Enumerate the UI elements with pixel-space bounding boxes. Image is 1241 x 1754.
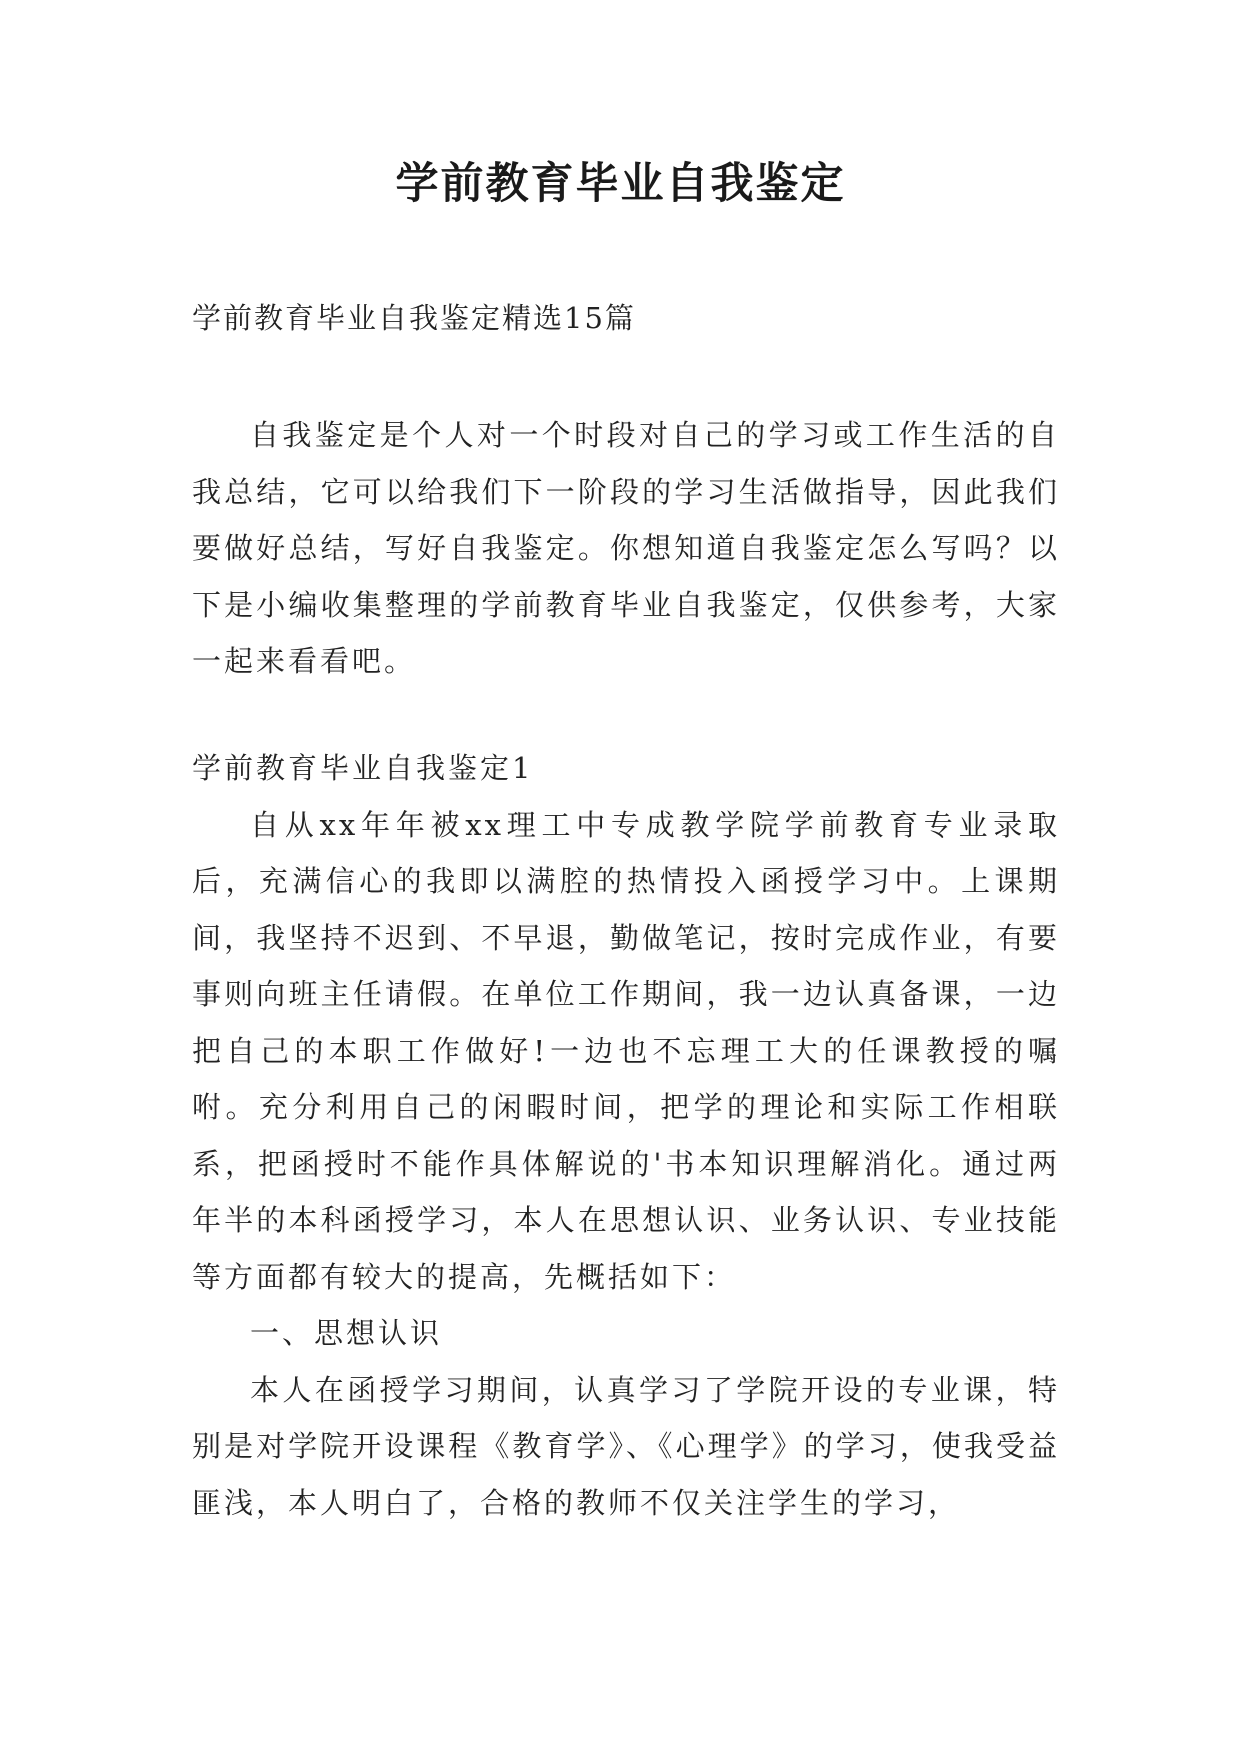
document-title: 学前教育毕业自我鉴定 [395,159,846,209]
intro-section [192,407,1060,690]
section-1 [192,740,1060,1531]
section-1-paragraph-1: 自从xx年年被xx理工中专成教学院学前教育专业录取后，充满信心的我即以满腔的热情投入函授学习中。上课期间，我坚持不迟到、不早退，勤做笔记，按时完成作业，有要事则向班主任请假。在单位工作期间，我一边认真备课，一边把自己的本职工作做好!一边也不忘理工大的任课教授的嘱咐。充分利用自己的闲暇时间，把学的理论和实际工作相联系，把函授时不能作具体解说的'书本知识理解消化。通过两年半的本科函授学习，本人在思想认识、业务认识、专业技能等方面都有较大的提高，先概括如下： [192,807,1060,1294]
section-1-heading: 学前教育毕业自我鉴定1 [192,751,534,785]
section-1-paragraph-2: 本人在函授学习期间，认真学习了学院开设的专业课，特别是对学院开设课程《教育学》、《心理学》的学习，使我受益匪浅，本人明白了，合格的教师不仅关注学生的学习， [192,1372,1060,1520]
intro-paragraph: 自我鉴定是个人对一个时段对自己的学习或工作生活的自我总结，它可以给我们下一阶段的学习生活做指导，因此我们要做好总结，写好自我鉴定。你想知道自我鉴定怎么写吗？以下是小编收集整理的学前教育毕业自我鉴定，仅供参考，大家一起来看看吧。 [192,418,1060,678]
document-subtitle: 学前教育毕业自我鉴定精选15篇 [192,301,636,335]
section-1-subheading: 一、思想认识 [250,1316,443,1350]
